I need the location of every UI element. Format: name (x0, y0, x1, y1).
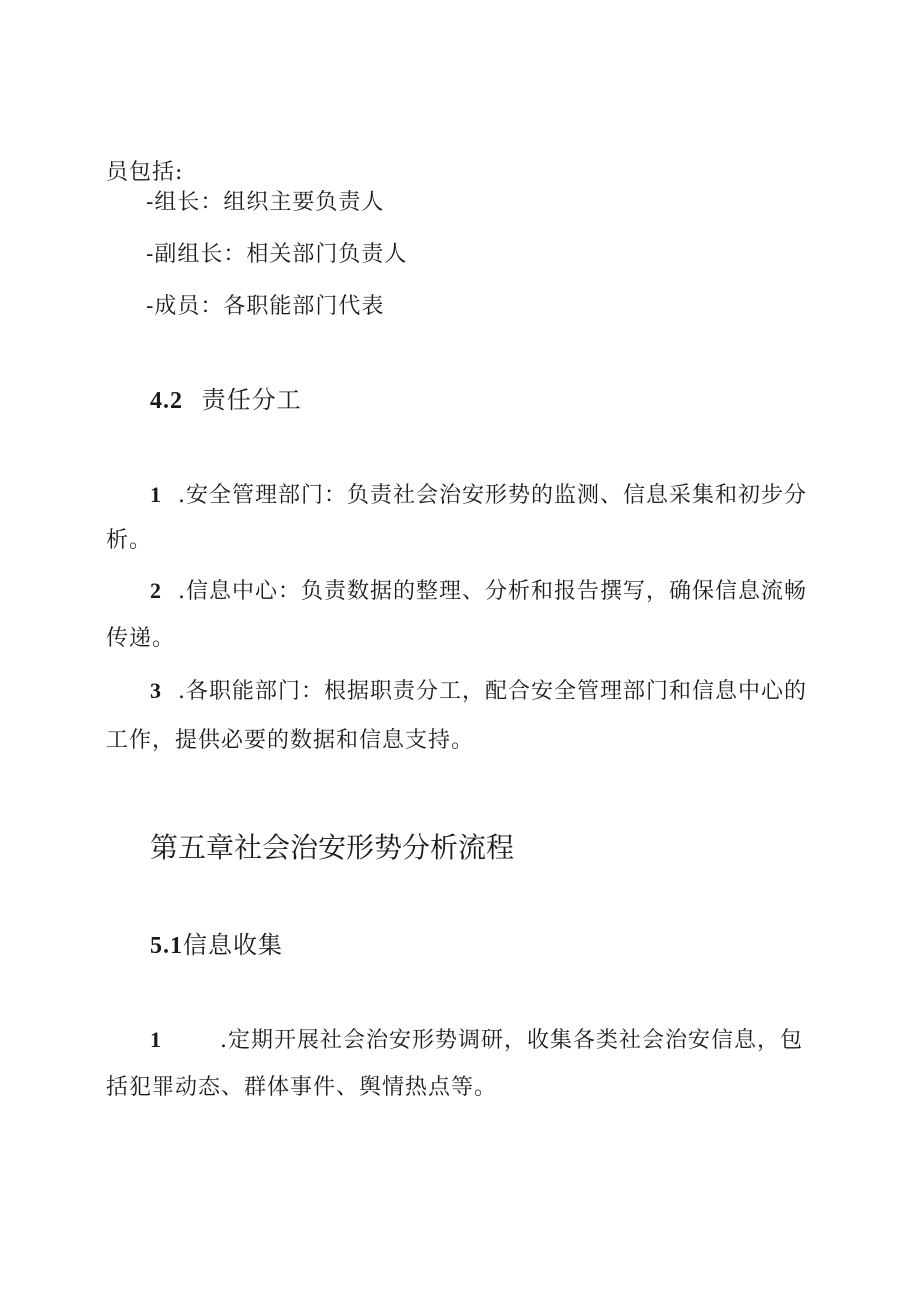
section-title: 责任分工 (201, 386, 302, 414)
duty-number: 3 (150, 678, 162, 703)
duty-item-2 (150, 576, 807, 607)
member-deputy: -副组长：相关部门负责人 (146, 242, 408, 267)
section-title: 信息收集 (183, 931, 283, 959)
duty-item-3 (150, 676, 807, 707)
intro-text: 员包括: (106, 160, 184, 185)
member-leader: -组长：组织主要负责人 (146, 190, 385, 215)
collect-number: 1 (150, 1027, 162, 1052)
section-heading-5-1 (150, 930, 283, 961)
duty-item-1-continuation: 析。 (106, 528, 153, 553)
member-staff: -成员：各职能部门代表 (146, 294, 385, 319)
duty-text: .各职能部门：根据职责分工，配合安全管理部门和信息中心的 (178, 679, 807, 704)
collect-text: .定期开展社会治安形势调研，收集各类社会治安信息，包 (220, 1028, 803, 1053)
duty-text: .信息中心：负责数据的整理、分析和报告撰写，确保信息流畅 (178, 579, 807, 604)
section-number: 5.1 (150, 933, 183, 959)
duty-item-2-continuation: 传递。 (106, 626, 176, 651)
duty-item-1 (150, 480, 807, 511)
section-heading-4-2 (150, 385, 302, 416)
chapter-title: 第五章社会治安形势分析流程 (150, 831, 515, 864)
collect-item-1-continuation: 括犯罪动态、群体事件、舆情热点等。 (106, 1075, 498, 1100)
section-number: 4.2 (150, 388, 183, 414)
duty-text: .安全管理部门：负责社会治安形势的监测、信息采集和初步分 (178, 483, 807, 508)
duty-item-3-continuation: 工作，提供必要的数据和信息支持。 (106, 728, 475, 753)
collect-item-1 (150, 1025, 803, 1056)
duty-number: 2 (150, 578, 162, 603)
duty-number: 1 (150, 482, 162, 507)
